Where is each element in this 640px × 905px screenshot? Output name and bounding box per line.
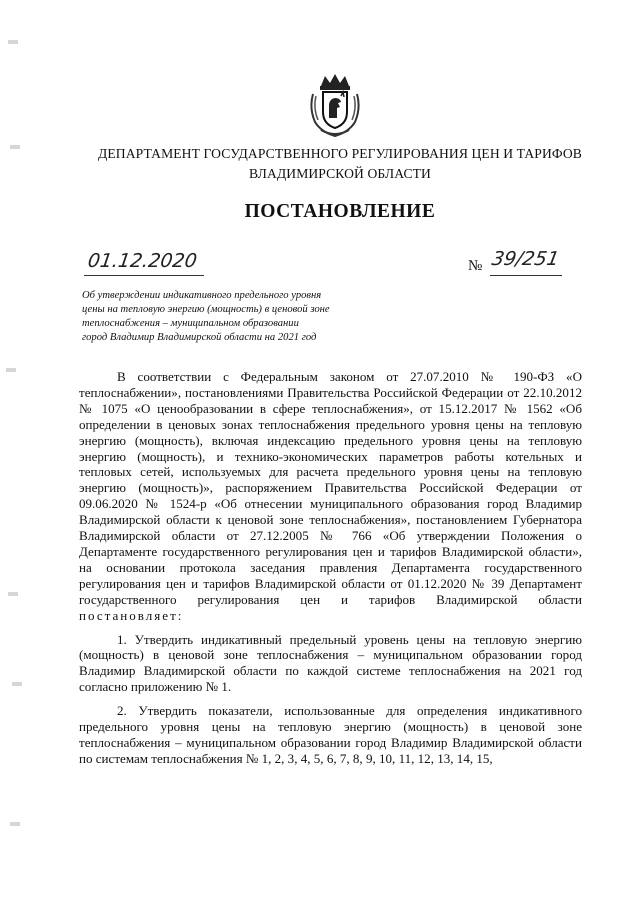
preamble-paragraph bbox=[79, 369, 582, 624]
department-name-line2: ВЛАДИМИРСКОЙ ОБЛАСТИ bbox=[249, 166, 431, 181]
scan-speck bbox=[8, 40, 18, 44]
scan-speck bbox=[10, 822, 20, 826]
subject-line: Об утверждении индикативного предельного уровня bbox=[82, 290, 322, 301]
department-name-line1: ДЕПАРТАМЕНТ ГОСУДАРСТВЕННОГО РЕГУЛИРОВАНИЯ ЦЕН И ТАРИФОВ bbox=[98, 146, 582, 161]
subject-line: город Владимир Владимирской области на 2021 год bbox=[82, 332, 317, 343]
resolves-keyword: постановляет: bbox=[79, 607, 184, 623]
item-2-paragraph: 2. Утвердить показатели, использованные для определения индикативного предельного уровня цены на тепловую энергию (мощность) в ценовой зоне теплоснабжения – муниципальном образовании город Владимир Владимирской области по системам теплоснабжения № 1, 2, 3, 4, 5, 6, 7, 8, 9, 10, 11, 12, 13, 14, 15, bbox=[79, 703, 582, 766]
scan-speck bbox=[8, 592, 18, 596]
document-subject bbox=[82, 289, 382, 345]
subject-line: теплоснабжения – муниципальном образовании bbox=[82, 318, 299, 329]
document-number: 39/251 bbox=[490, 248, 561, 270]
item-1-paragraph: 1. Утвердить индикативный предельный уровень цены на тепловую энергию (мощность) в ценовой зоне теплоснабжения – муниципальном образовании город Владимир Владимирской области по каждой системе теплоснабжения на 2021 год согласно приложению № 1. bbox=[79, 631, 582, 695]
preamble-text: В соответствии с Федеральным законом от 27.07.2010 № 190-ФЗ «О теплоснабжении», постановлениями Правительства Российской Федерации от 22.10.2012 № 1075 «О ценообразовании в сфере теплоснабжения», от 15.12.2017 № 1562 «Об определении в ценовых зонах теплоснабжения предельного уровня цены на тепловую энергию (мощность), включая индексацию предельного уровня цены на тепловую энергию (мощность), и технико-экономических параметров работы котельных и тепловых сетей, используемых для расчета предельного уровня цены на тепловую энергию (мощность)», распоряжением Правительства Российской Федерации от 09.06.2020 № 1524-р «Об отнесении муниципального образования город Владимир Владимирской области к ценовой зоне теплоснабжения», постановлением Губернатора Владимирской области от 27.12.2005 № 766 «Об утверждении Положения о Департаменте государственного регулирования цен и тарифов Владимирской области», на основании протокола заседания правления Департамента государственного регулирования цен и тарифов Владимирской области от 01.12.2020 № 39 Департамент государственного регулирования цен и тарифов Владимирской области bbox=[79, 369, 582, 607]
document-type-title: ПОСТАНОВЛЕНИЕ bbox=[244, 201, 436, 222]
scan-speck bbox=[6, 368, 16, 372]
scan-speck bbox=[10, 145, 20, 149]
document-body bbox=[79, 369, 582, 775]
document-date: 01.12.2020 bbox=[86, 250, 199, 272]
coat-of-arms-icon bbox=[307, 72, 363, 138]
document-number-label: № bbox=[468, 258, 483, 274]
subject-line: цены на тепловую энергию (мощность) в ценовой зоне bbox=[82, 304, 330, 315]
number-underline bbox=[490, 275, 562, 276]
scan-speck bbox=[12, 682, 22, 686]
date-underline bbox=[84, 275, 204, 276]
